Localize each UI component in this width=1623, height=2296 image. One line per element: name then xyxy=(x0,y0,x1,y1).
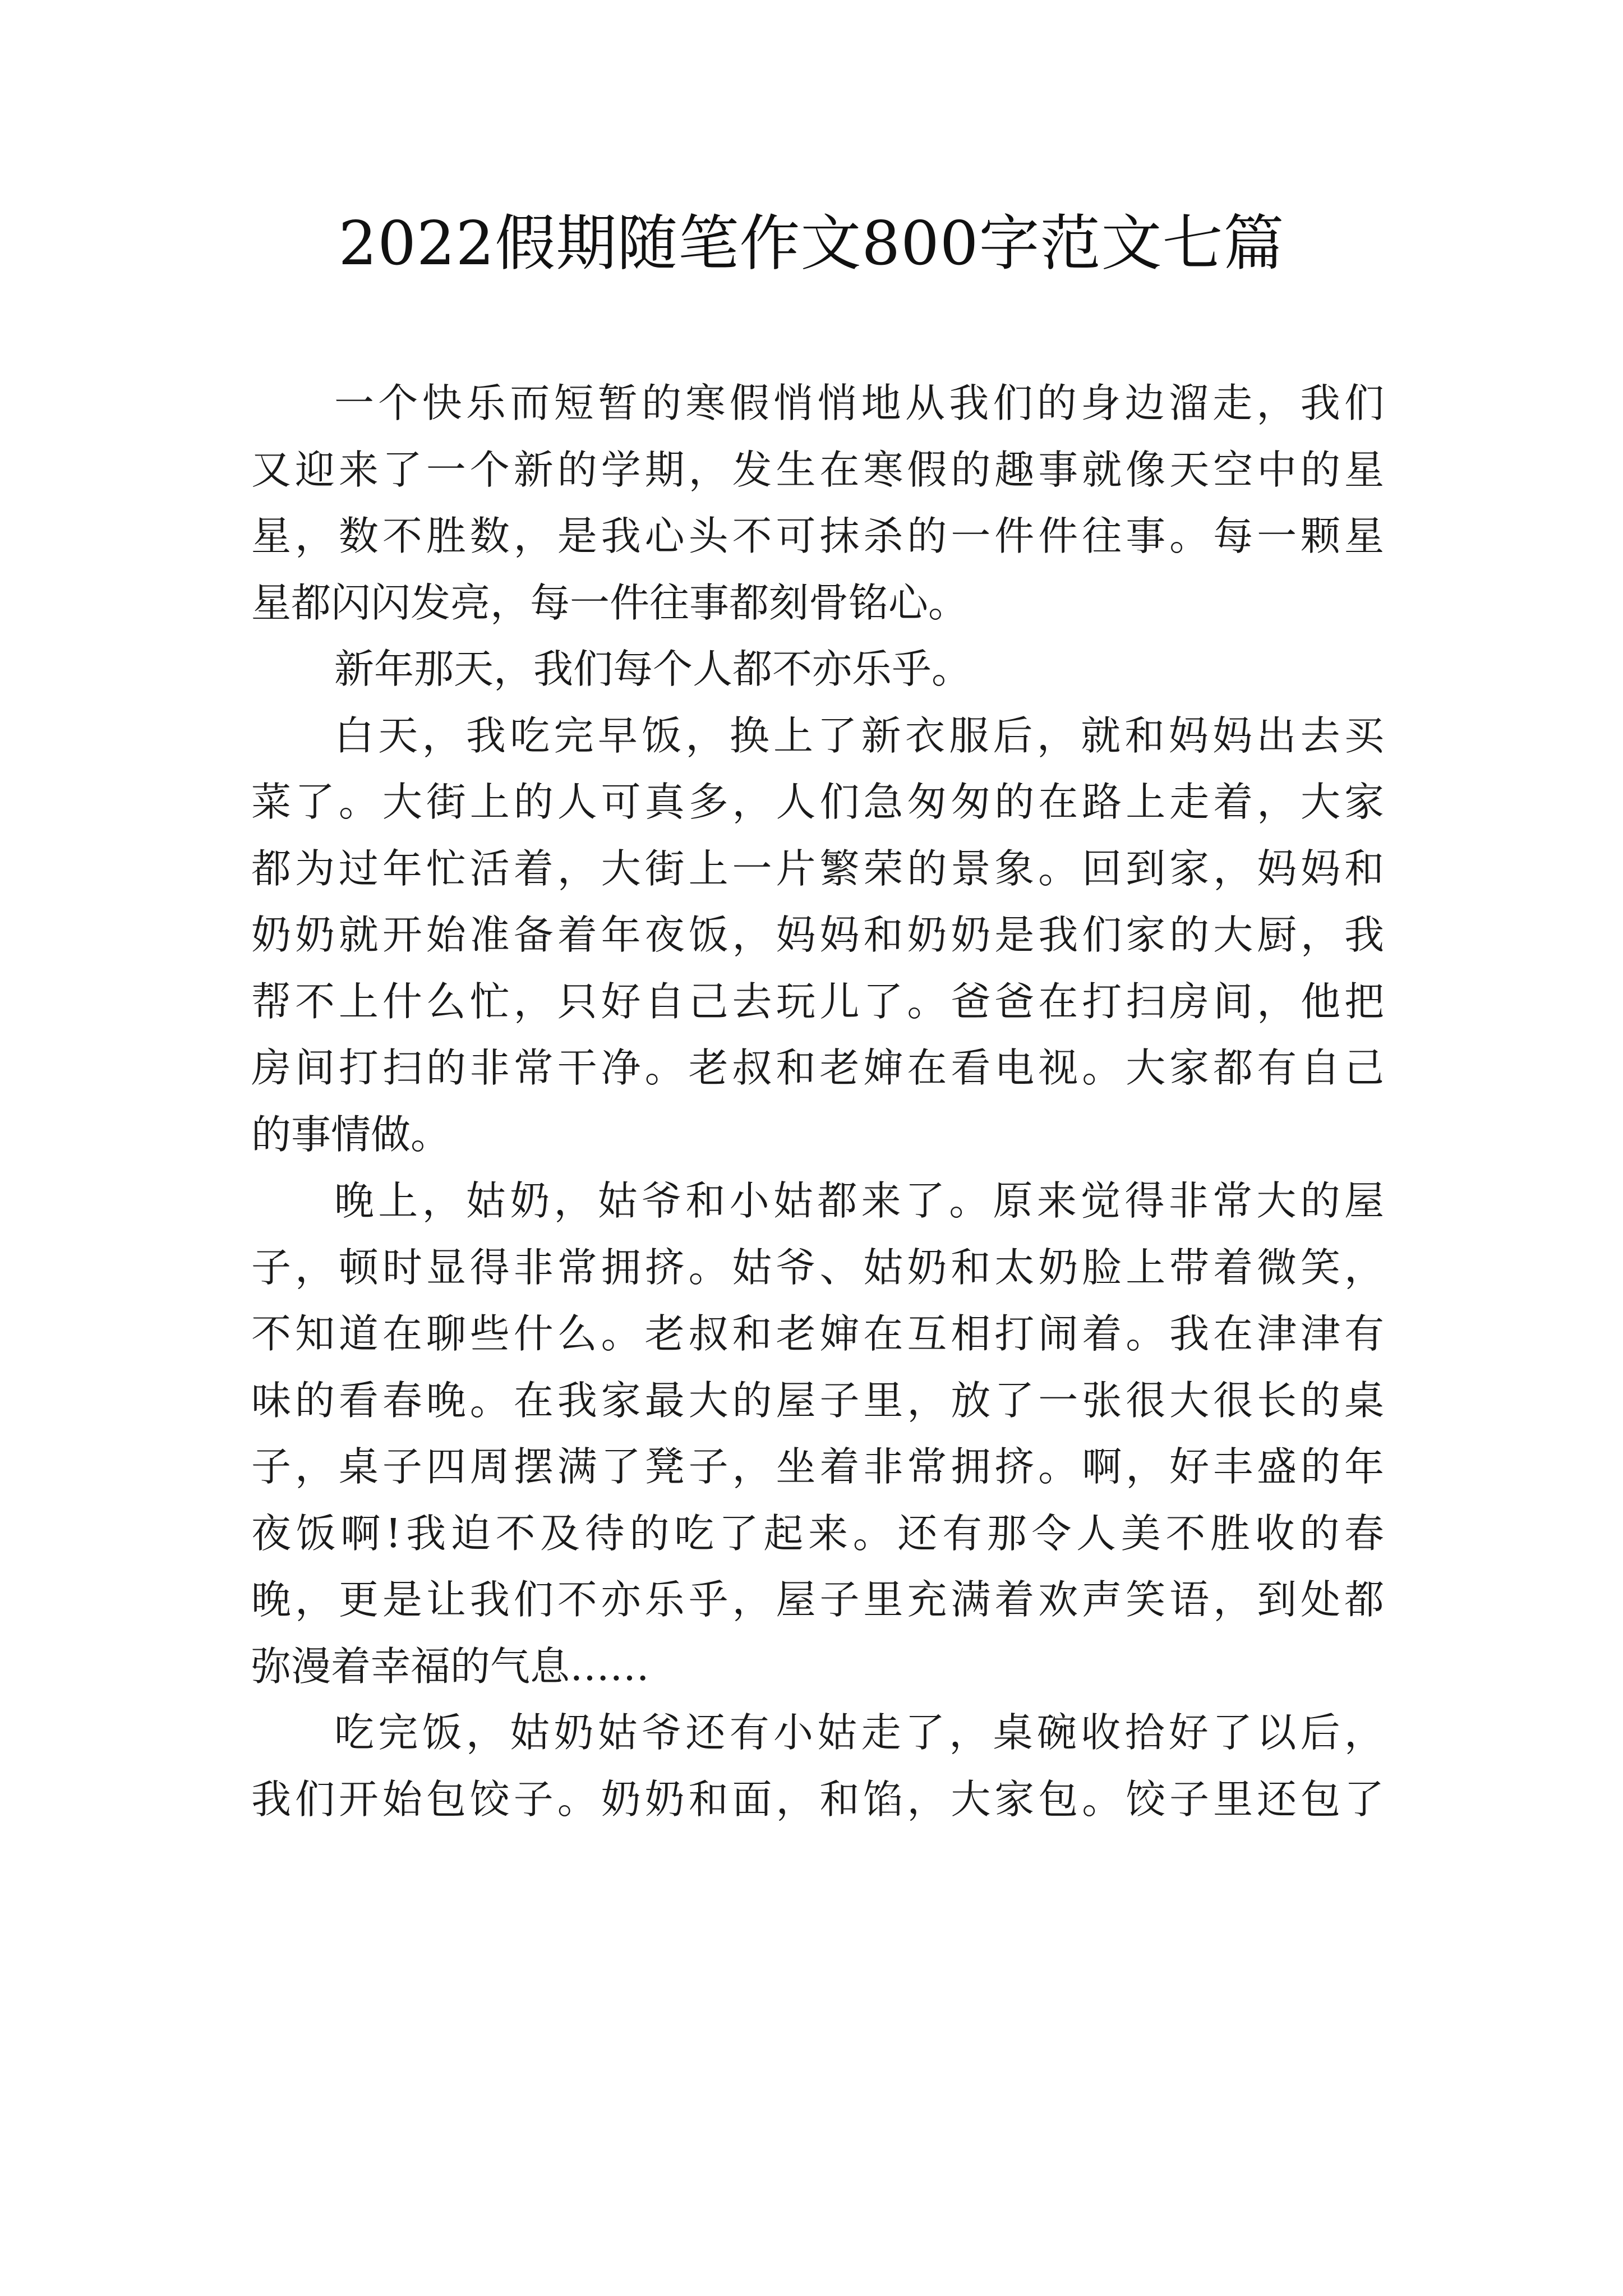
text-line: 子，顿时显得非常拥挤。姑爷、姑奶和太奶脸上带着微笑， xyxy=(251,1244,1384,1291)
text-line: 白天，我吃完早饭，换上了新衣服后，就和妈妈出去买 xyxy=(334,712,1384,759)
text-line: 的事情做。 xyxy=(251,1111,451,1158)
text-line: 星，数不胜数，是我心头不可抹杀的一件件往事。每一颗星 xyxy=(251,513,1384,559)
text-line: 又迎来了一个新的学期，发生在寒假的趣事就像天空中的星 xyxy=(251,446,1384,493)
text-line: 奶奶就开始准备着年夜饭，妈妈和奶奶是我们家的大厨，我 xyxy=(251,912,1384,958)
text-line: 我们开始包饺子。奶奶和面，和馅，大家包。饺子里还包了 xyxy=(251,1775,1384,1823)
text-line: 星都闪闪发亮，每一件往事都刻骨铭心。 xyxy=(251,579,969,626)
text-line: 不知道在聊些什么。老叔和老婶在互相打闹着。我在津津有 xyxy=(251,1310,1384,1357)
document-title: 2022假期随笔作文800字范文七篇 xyxy=(338,209,1285,279)
text-line: 菜了。大街上的人可真多，人们急匆匆的在路上走着，大家 xyxy=(251,779,1384,825)
text-line: 弥漫着幸福的气息…… xyxy=(251,1642,650,1690)
text-line: 一个快乐而短暂的寒假悄悄地从我们的身边溜走，我们 xyxy=(334,380,1384,426)
text-line: 味的看春晚。在我家最大的屋子里，放了一张很大很长的桌 xyxy=(251,1377,1384,1424)
text-line: 夜饭啊!我迫不及待的吃了起来。还有那令人美不胜收的春 xyxy=(251,1510,1384,1557)
text-line: 房间打扫的非常干净。老叔和老婶在看电视。大家都有自己 xyxy=(251,1045,1384,1091)
text-line: 晚上，姑奶，姑爷和小姑都来了。原来觉得非常大的屋 xyxy=(334,1177,1384,1224)
document-body xyxy=(251,370,1384,1833)
text-line: 帮不上什么忙，只好自己去玩儿了。爸爸在打扫房间，他把 xyxy=(251,978,1384,1025)
text-line: 子，桌子四周摆满了凳子，坐着非常拥挤。啊，好丰盛的年 xyxy=(251,1443,1384,1490)
text-line: 新年那天，我们每个人都不亦乐乎。 xyxy=(334,646,972,692)
text-line: 晚，更是让我们不亦乐乎，屋子里充满着欢声笑语，到处都 xyxy=(251,1576,1384,1623)
text-line: 吃完饭，姑奶姑爷还有小姑走了，桌碗收拾好了以后， xyxy=(334,1709,1384,1756)
text-line: 都为过年忙活着，大街上一片繁荣的景象。回到家，妈妈和 xyxy=(251,845,1384,892)
